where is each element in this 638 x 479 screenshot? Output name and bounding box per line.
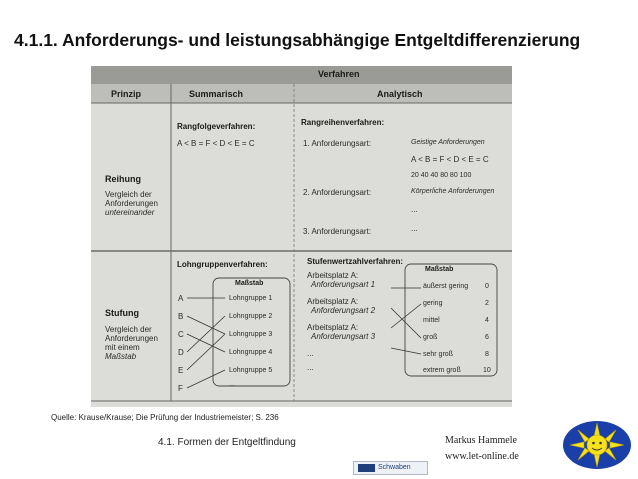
lohngruppe-3: Lohngruppe 3 xyxy=(229,331,273,338)
lohngruppe-more: ... xyxy=(229,381,235,388)
dots-stufen-1: ... xyxy=(307,349,314,358)
reihung-desc-3: untereinander xyxy=(105,208,155,217)
lohngruppe-2: Lohngruppe 2 xyxy=(229,313,273,320)
arbeitsplatz-2: Arbeitsplatz A: xyxy=(307,297,359,306)
koerperliche-anforderungen: Körperliche Anforderungen xyxy=(411,188,495,195)
letter-c: C xyxy=(178,330,184,339)
verfahren-header: Verfahren xyxy=(318,69,360,79)
reihung-label: Reihung xyxy=(105,174,141,184)
section-footer: 4.1. Formen der Entgeltfindung xyxy=(158,437,296,448)
geistige-anforderungen: Geistige Anforderungen xyxy=(411,139,485,146)
letter-a: A xyxy=(178,294,184,303)
lohngruppe-4: Lohngruppe 4 xyxy=(229,349,273,356)
punkte-3: 4 xyxy=(485,317,489,324)
lohngruppen-title: Lohngruppenverfahren: xyxy=(177,260,268,269)
anforderungsart-label-2: Anforderungsart 2 xyxy=(311,306,376,315)
punkte-6: 10 xyxy=(483,367,491,374)
ihk-badge-icon xyxy=(358,464,375,472)
rangfolge-title: Rangfolgeverfahren: xyxy=(177,122,256,131)
analytisch-header: Analytisch xyxy=(377,89,423,99)
ihk-logo-text: Schwaben xyxy=(378,464,411,471)
lohngruppe-5: Lohngruppe 5 xyxy=(229,367,273,374)
rangreihen-order: A < B = F < D < E = C xyxy=(411,155,489,164)
anforderungsart-label-3: Anforderungsart 3 xyxy=(311,332,376,341)
author-name: Markus Hammele xyxy=(445,435,517,446)
rangreihen-scores: 20 40 40 80 80 100 xyxy=(411,172,472,179)
stufung-desc-2: Anforderungen xyxy=(105,334,158,343)
source-caption: Quelle: Krause/Krause; Die Prüfung der Industriemeister; S. 236 xyxy=(51,413,279,422)
massstab-stufen: Maßstab xyxy=(425,266,454,273)
letter-b: B xyxy=(178,312,184,321)
anforderungsart-3: 3. Anforderungsart: xyxy=(303,227,372,236)
stufe-5: sehr groß xyxy=(423,351,453,358)
punkte-2: 2 xyxy=(485,300,489,307)
ihk-logo xyxy=(353,461,428,475)
rangfolge-order: A < B = F < D < E = C xyxy=(177,139,255,148)
stufe-4: groß xyxy=(423,334,438,341)
dots-3: ... xyxy=(411,224,418,233)
lohngruppe-1: Lohngruppe 1 xyxy=(229,295,273,302)
stufe-2: gering xyxy=(423,300,443,307)
prinzip-header: Prinzip xyxy=(111,89,142,99)
stufe-1: äußerst gering xyxy=(423,283,469,290)
stufung-desc-1: Vergleich der xyxy=(105,325,152,334)
dots-2: ... xyxy=(411,205,418,214)
anforderungsart-2: 2. Anforderungsart: xyxy=(303,188,372,197)
slide-title: 4.1.1. Anforderungs- und leistungsabhängige Entgeltdifferenzierung xyxy=(14,30,581,50)
stufe-3: mittel xyxy=(423,317,440,324)
letter-d: D xyxy=(178,348,184,357)
massstab-lohn: Maßstab xyxy=(235,280,264,287)
anforderungsart-label-1: Anforderungsart 1 xyxy=(311,280,376,289)
letter-e: E xyxy=(178,366,184,375)
stufung-desc-4: Maßstab xyxy=(105,352,137,361)
dots-stufen-2: ... xyxy=(307,363,314,372)
stufe-6: extrem groß xyxy=(423,367,461,374)
arbeitsplatz-1: Arbeitsplatz A: xyxy=(307,271,359,280)
punkte-5: 8 xyxy=(485,351,489,358)
author-block xyxy=(445,433,519,465)
rangreihen-title: Rangreihenverfahren: xyxy=(301,118,385,127)
punkte-4: 6 xyxy=(485,334,489,341)
summarisch-header: Summarisch xyxy=(189,89,244,99)
arbeitsplatz-3: Arbeitsplatz A: xyxy=(307,323,359,332)
stufung-desc-3: mit einem xyxy=(105,343,140,352)
reihung-desc-2: Anforderungen xyxy=(105,199,158,208)
punkte-1: 0 xyxy=(485,283,489,290)
reihung-desc-1: Vergleich der xyxy=(105,190,152,199)
stufung-label: Stufung xyxy=(105,308,139,318)
letter-f: F xyxy=(178,384,183,393)
author-url: www.let-online.de xyxy=(445,451,519,462)
anforderungsart-1: 1. Anforderungsart: xyxy=(303,139,372,148)
scanned-table xyxy=(91,66,512,407)
sun-logo-icon xyxy=(562,420,632,470)
stufenwert-title: Stufenwertzahlverfahren: xyxy=(307,257,404,266)
